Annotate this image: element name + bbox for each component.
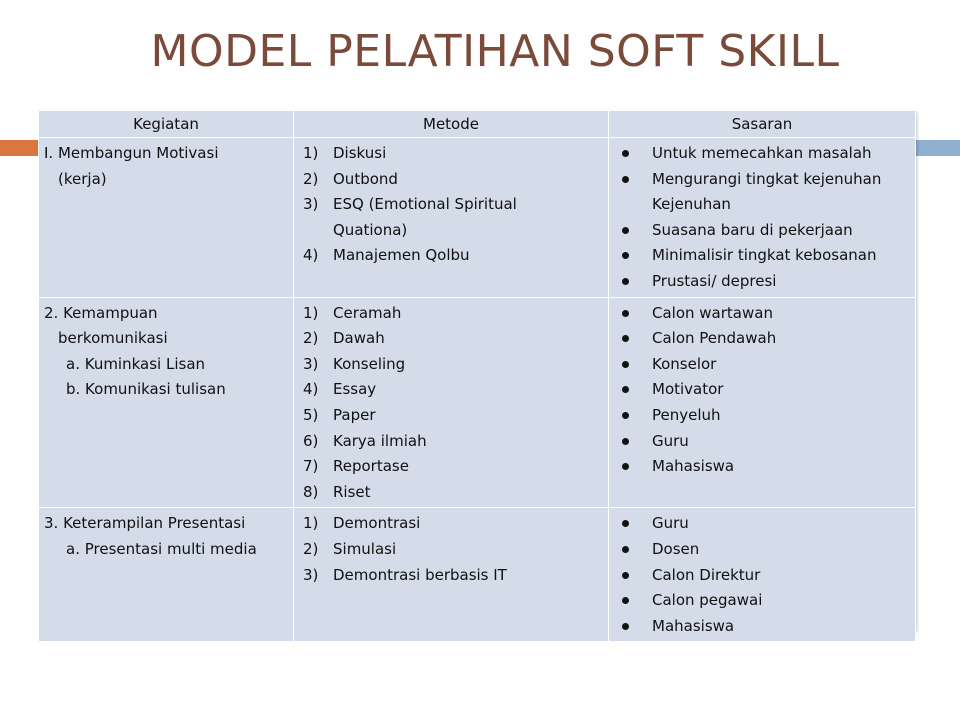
bullet-icon xyxy=(622,412,629,419)
accent-bar-left xyxy=(0,140,40,156)
kegiatan-cell xyxy=(39,297,294,508)
sasaran-item: Motivator xyxy=(614,377,911,403)
kegiatan-line: a. Kuminkasi Lisan xyxy=(66,354,206,373)
metode-item: 4) Manajemen Qolbu xyxy=(303,246,470,265)
header-sasaran: Sasaran xyxy=(609,111,916,138)
sasaran-item: Guru xyxy=(614,429,911,455)
bullet-icon xyxy=(622,572,629,579)
metode-item: 3) Konseling xyxy=(303,354,406,373)
metode-cell xyxy=(294,138,609,298)
accent-bar-right xyxy=(916,140,960,156)
metode-item-continuation: Quationa) xyxy=(333,220,408,239)
bullet-icon xyxy=(622,361,629,368)
sasaran-item: Calon wartawan xyxy=(614,301,911,327)
bullet-icon xyxy=(622,597,629,604)
metode-item: 2) Outbond xyxy=(303,169,398,188)
bullet-icon xyxy=(622,176,629,183)
table-row xyxy=(39,508,916,642)
kegiatan-line: I. Membangun Motivasi xyxy=(44,144,219,162)
kegiatan-line: (kerja) xyxy=(58,169,107,188)
kegiatan-line: 2. Kemampuan xyxy=(44,303,158,322)
metode-cell xyxy=(294,297,609,508)
metode-item: 1) Demontrasi xyxy=(303,514,421,533)
bullet-icon xyxy=(622,252,629,259)
sasaran-item: Konselor xyxy=(614,352,911,378)
sasaran-cell xyxy=(609,138,916,298)
metode-item: 5) Paper xyxy=(303,405,376,424)
bullet-icon xyxy=(622,546,629,553)
header-kegiatan: Kegiatan xyxy=(39,111,294,138)
bullet-icon xyxy=(622,386,629,393)
sasaran-item: Mahasiswa xyxy=(614,454,911,480)
bullet-icon xyxy=(622,310,629,317)
metode-item: 6) Karya ilmiah xyxy=(303,431,427,450)
soft-skill-table xyxy=(38,110,916,642)
sasaran-item: Mahasiswa xyxy=(614,614,911,640)
kegiatan-cell xyxy=(39,508,294,642)
metode-item: 2) Dawah xyxy=(303,329,385,348)
kegiatan-cell xyxy=(39,138,294,298)
metode-item: 1) Ceramah xyxy=(303,303,402,322)
bullet-icon xyxy=(622,463,629,470)
table-row xyxy=(39,138,916,298)
kegiatan-line: b. Komunikasi tulisan xyxy=(66,380,226,399)
sasaran-item: Guru xyxy=(614,511,911,537)
bullet-icon xyxy=(622,438,629,445)
bullet-icon xyxy=(622,227,629,234)
bullet-icon xyxy=(622,150,629,157)
metode-item: 2) Simulasi xyxy=(303,539,397,558)
sasaran-item: Calon Direktur xyxy=(614,563,911,589)
sasaran-item: Mengurangi tingkat kejenuhan xyxy=(614,167,911,193)
table-row xyxy=(39,297,916,508)
bullet-icon xyxy=(622,335,629,342)
sasaran-item: Dosen xyxy=(614,537,911,563)
sasaran-item: Minimalisir tingkat kebosanan xyxy=(614,243,911,269)
kegiatan-line: 3. Keterampilan Presentasi xyxy=(44,514,246,533)
header-metode: Metode xyxy=(294,111,609,138)
metode-cell xyxy=(294,508,609,642)
sasaran-item: Calon Pendawah xyxy=(614,326,911,352)
bullet-icon xyxy=(622,520,629,527)
metode-item: 3) ESQ (Emotional Spiritual xyxy=(303,195,517,214)
sasaran-item: Suasana baru di pekerjaan xyxy=(614,218,911,244)
sasaran-item: Prustasi/ depresi xyxy=(614,269,911,295)
metode-item: 1) Diskusi xyxy=(303,144,387,162)
sasaran-item-continuation: Kejenuhan xyxy=(652,195,731,214)
metode-item: 8) Riset xyxy=(303,482,371,501)
sasaran-item: Untuk memecahkan masalah xyxy=(614,141,911,167)
sasaran-cell xyxy=(609,508,916,642)
metode-item: 3) Demontrasi berbasis IT xyxy=(303,565,507,584)
kegiatan-line: a. Presentasi multi media xyxy=(66,539,257,558)
sasaran-item: Calon pegawai xyxy=(614,588,911,614)
table-header-row xyxy=(39,111,916,138)
bullet-icon xyxy=(622,278,629,285)
sasaran-cell xyxy=(609,297,916,508)
metode-item: 4) Essay xyxy=(303,380,377,399)
metode-item: 7) Reportase xyxy=(303,457,409,476)
bullet-icon xyxy=(622,623,629,630)
kegiatan-line: berkomunikasi xyxy=(58,329,168,348)
slide-title: MODEL PELATIHAN SOFT SKILL xyxy=(150,26,840,77)
sasaran-item: Penyeluh xyxy=(614,403,911,429)
